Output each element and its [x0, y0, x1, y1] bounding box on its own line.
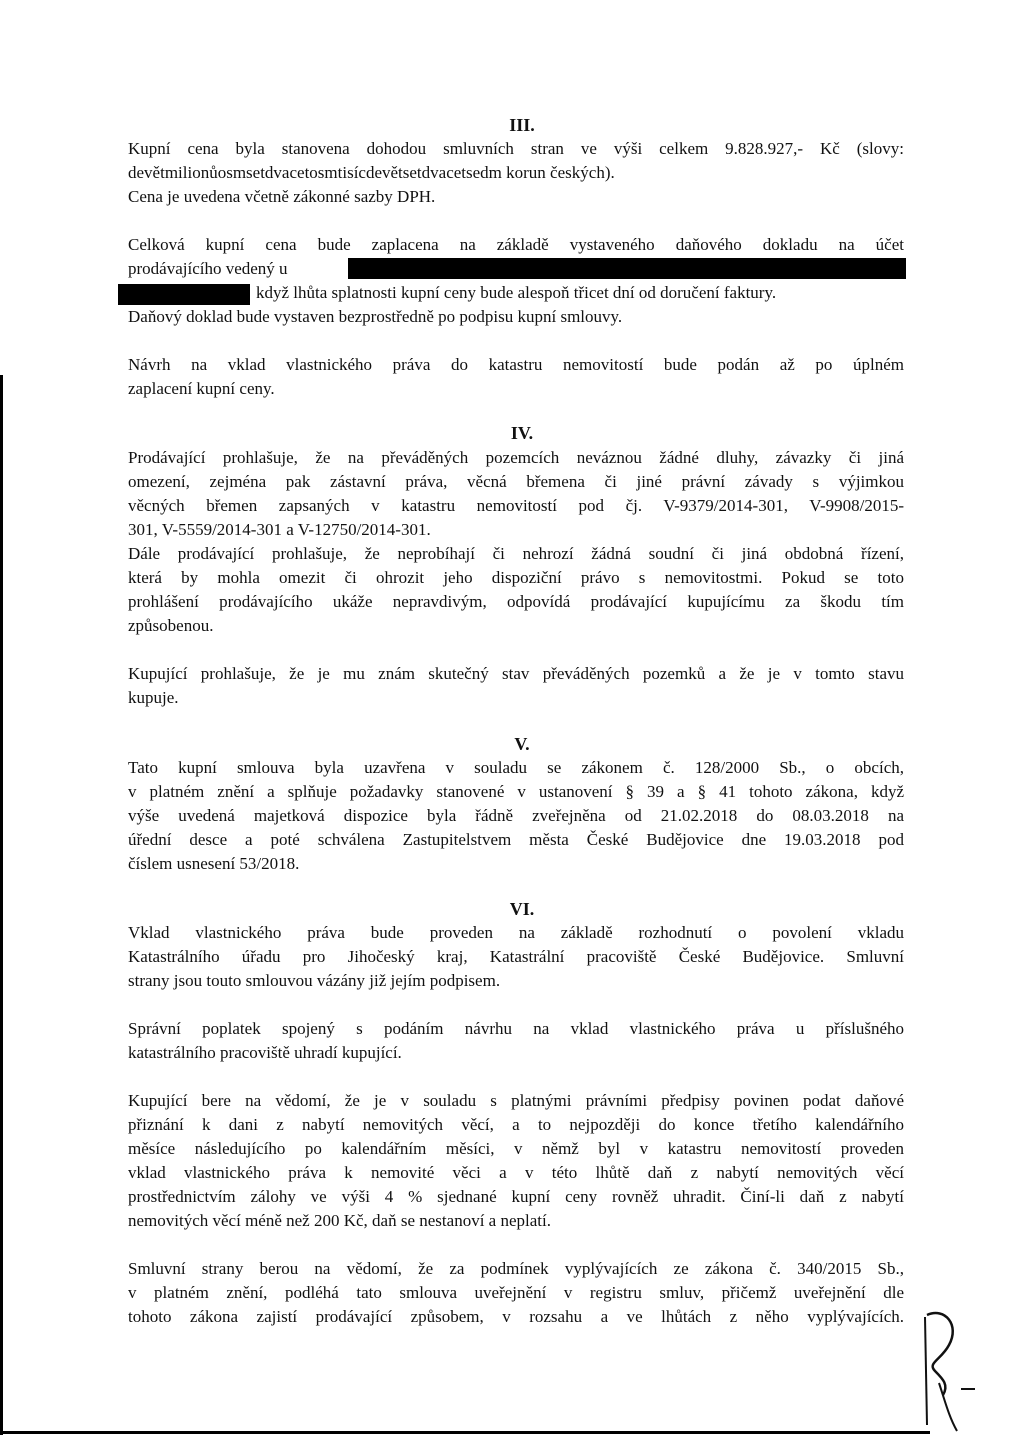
paragraph-line: Kupující bere na vědomí, že je v souladu s platnými právními předpisy povinen podat daňové	[128, 1091, 904, 1110]
paragraph-line: prostřednictvím zálohy ve výši 4 % sjednané kupní ceny rovněž uhradit. Činí-li daň z nabytí	[128, 1187, 904, 1206]
paragraph-line: když lhůta splatnosti kupní ceny bude alespoň třicet dní od doručení faktury.	[256, 283, 777, 302]
scan-edge-line	[0, 375, 3, 1435]
redacted-account-number	[118, 284, 250, 305]
paragraph-line: věcných břemen zapsaných v katastru nemovitostí pod čj. V-9379/2014-301, V-9908/2015-	[128, 496, 904, 515]
paragraph-line: devětmilionůosmsetdvacetosmtisícdevětsetdvacetsedm korun českých).	[128, 163, 615, 182]
paragraph-line: Katastrálního úřadu pro Jihočeský kraj, Katastrální pracoviště České Budějovice. Smluvní	[128, 947, 904, 966]
paragraph-line: měsíce následujícího po kalendářním měsíci, v němž byl v katastru nemovitostí proveden	[128, 1139, 904, 1158]
paragraph-line: prodávajícího vedený u	[128, 259, 288, 278]
paragraph-line: výše uvedená majetková dispozice byla řádně zveřejněna od 21.02.2018 do 08.03.2018 na	[128, 806, 904, 825]
redacted-bank-account	[348, 258, 906, 279]
section-heading-vi: VI.	[509, 899, 535, 919]
paragraph-line: Prodávající prohlašuje, že na převáděných pozemcích neváznou žádné dluhy, závazky či jiná	[128, 448, 904, 467]
paragraph-line: prohlášení prodávajícího ukáže nepravdivým, odpovídá prodávající kupujícímu za škodu tím	[128, 592, 904, 611]
paragraph-line: Kupující prohlašuje, že je mu znám skutečný stav převáděných pozemků a že je v tomto stavu	[128, 664, 904, 683]
paragraph-line: Vklad vlastnického práva bude proveden na základě rozhodnutí o povolení vkladu	[128, 923, 904, 942]
paragraph-line: Cena je uvedena včetně zákonné sazby DPH.	[128, 187, 436, 206]
paragraph-line: katastrálního pracoviště uhradí kupující.	[128, 1043, 402, 1062]
paragraph-line: číslem usnesení 53/2018.	[128, 854, 300, 873]
paragraph-line: v platném znění, podléhá tato smlouva uveřejnění v registru smluv, přičemž uveřejnění dle	[128, 1283, 904, 1302]
paragraph-line: přiznání k dani z nabytí nemovitých věcí, a to nejpozději do konce třetího kalendářního	[128, 1115, 904, 1134]
paragraph-line: která by mohla omezit či ohrozit jeho dispoziční právo s nemovitostmi. Pokud se toto	[128, 568, 904, 587]
section-heading-iv: IV.	[510, 423, 534, 443]
paragraph-line: Dále prodávající prohlašuje, že neprobíhají či nehrozí žádná soudní či jiná obdobná řízení,	[128, 544, 904, 563]
paragraph-line: v platném znění a splňuje požadavky stanovené v ustanovení § 39 a § 41 tohoto zákona, když	[128, 782, 904, 801]
paragraph-line: kupuje.	[128, 688, 179, 707]
paragraph-line: Smluvní strany berou na vědomí, že za podmínek vyplývajících ze zákona č. 340/2015 Sb.,	[128, 1259, 904, 1278]
scan-bottom-edge	[0, 1431, 930, 1434]
section-heading-iii: III.	[509, 115, 535, 135]
paragraph-line: 301, V-5559/2014-301 a V-12750/2014-301.	[128, 520, 431, 539]
paragraph-line: Daňový doklad bude vystaven bezprostředně po podpisu kupní smlouvy.	[128, 307, 623, 326]
section-heading-v: V.	[514, 734, 530, 754]
paragraph-line: Tato kupní smlouva byla uzavřena v souladu se zákonem č. 128/2000 Sb., o obcích,	[128, 758, 904, 777]
paragraph-line: vklad vlastnického práva k nemovité věci a v této lhůtě daň z nabytí nemovitých věcí	[128, 1163, 904, 1182]
paragraph-line: Návrh na vklad vlastnického práva do katastru nemovitostí bude podán až po úplném	[128, 355, 904, 374]
paragraph-line: Celková kupní cena bude zaplacena na základě vystaveného daňového dokladu na účet	[128, 235, 904, 254]
paragraph-line: zaplacení kupní ceny.	[128, 379, 275, 398]
paragraph-line: tohoto zákona zajistí prodávající způsobem, v rozsahu a ve lhůtách z něho vyplývajících.	[128, 1307, 904, 1326]
paragraph-line: omezení, zejména pak zástavní práva, věcná břemena či jiné právní závady s výjimkou	[128, 472, 904, 491]
paragraph-line: způsobenou.	[128, 616, 214, 635]
paragraph-line: úřední desce a poté schválena Zastupitelstvem města České Budějovice dne 19.03.2018 pod	[128, 830, 904, 849]
paragraph-line: strany jsou touto smlouvou vázány již jejím podpisem.	[128, 971, 501, 990]
paragraph-line: nemovitých věcí méně než 200 Kč, daň se nestanoví a neplatí.	[128, 1211, 551, 1230]
handwritten-initials-signature	[905, 1305, 1015, 1435]
paragraph-line: Kupní cena byla stanovena dohodou smluvních stran ve výši celkem 9.828.927,- Kč (slovy:	[128, 139, 904, 158]
paragraph-line: Správní poplatek spojený s podáním návrhu na vklad vlastnického práva u příslušného	[128, 1019, 904, 1038]
